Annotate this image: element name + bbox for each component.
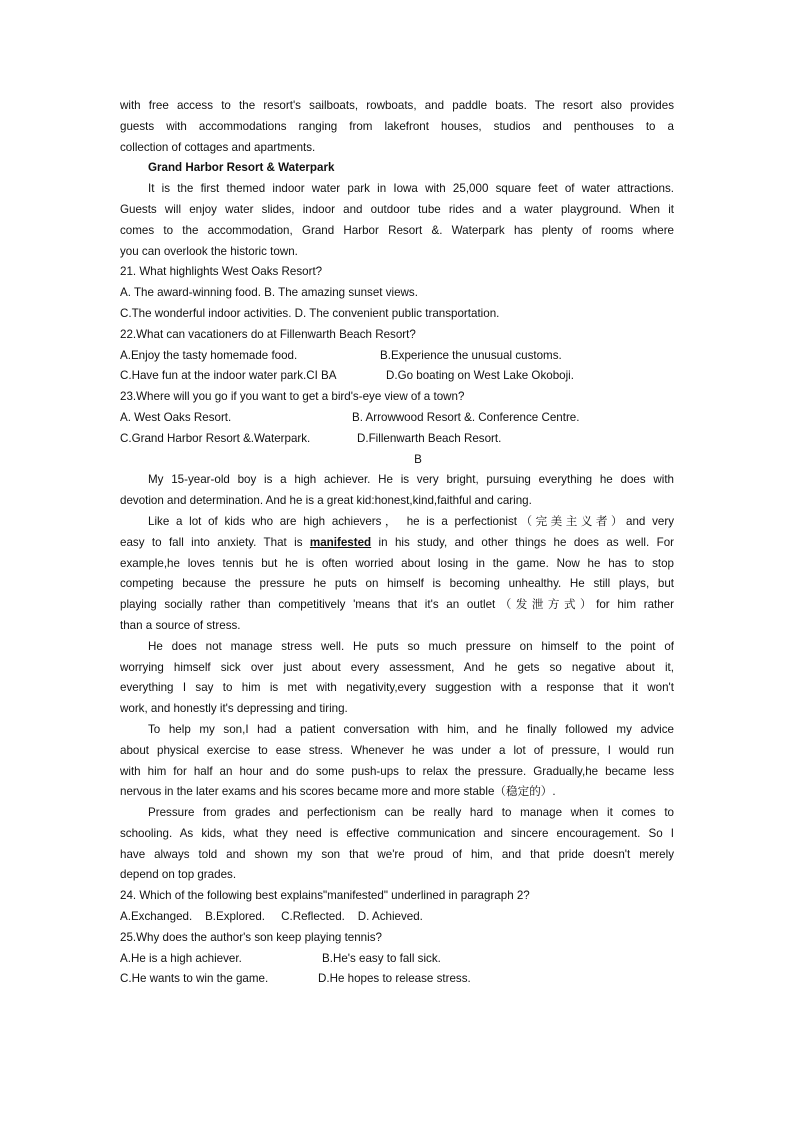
text-line: collection of cottages and apartments. [120,140,316,154]
text-line: you can overlook the historic town. [120,244,298,258]
text-line: playing socially rather than competitively 'means that it's an outlet（发泄方式）for him rather [120,598,674,612]
text-line: My 15-year-old boy is a high achiever. He is very bright, pursuing everything he does with [148,473,674,487]
text-line: than a source of stress. [120,618,241,632]
question-24: 24. Which of the following best explains"manifested" underlined in paragraph 2? [120,889,530,903]
text-line [120,533,674,554]
text-line: worrying himself sick over just about every assessment, And he gets so negative about it, [120,660,674,674]
text-segment: in his study, and other things he does as well. For [371,535,674,549]
text-line: To help my son,I had a patient conversation with him, and he finally followed my advice [148,722,674,736]
option-line [120,346,674,367]
text-line: work, and honestly it's depressing and tiring. [120,702,348,716]
text-line: example,he loves tennis but he is often worried about losing in the game. Now he has to stop [120,556,674,570]
question-21: 21. What highlights West Oaks Resort? [120,265,323,279]
option-line [120,969,674,990]
option-d: D.Go boating on West Lake Okoboji. [386,369,574,383]
option-line: A. The award-winning food. B. The amazing sunset views. [120,286,418,300]
option-d: D.Fillenwarth Beach Resort. [357,431,502,445]
option-b: B.Experience the unusual customs. [380,348,562,362]
document-page [120,96,674,990]
text-line: have always told and shown my son that we're proud of him, and that pride doesn't merely [120,847,674,861]
option-line [120,408,674,429]
option-d: D.He hopes to release stress. [318,972,471,986]
text-line: schooling. As kids, what they need is effective communication and sincere encouragement. So I [120,826,674,840]
option-line [120,429,674,450]
text-line: He does not manage stress well. He puts so much pressure on himself to the point of [148,639,674,653]
option-a: A.He is a high achiever. [120,951,242,965]
question-25: 25.Why does the author's son keep playing tennis? [120,930,382,944]
question-22: 22.What can vacationers do at Fillenwarth Beach Resort? [120,327,416,341]
text-line: competing because the pressure he puts on himself is becoming unhealthy. He still plays, but [120,577,674,591]
text-line: guests with accommodations ranging from lakefront houses, studios and penthouses to a [120,119,674,133]
text-line: Like a lot of kids who are high achievers， he is a perfectionist（完美主义者）and very [148,514,674,528]
option-b: B.He's easy to fall sick. [322,951,441,965]
text-line: everything I say to him is met with negativity,every suggestion with a response that it won't [120,681,674,695]
question-23: 23.Where will you go if you want to get a bird's-eye view of a town? [120,390,465,404]
text-line: depend on top grades. [120,868,237,882]
option-line: A.Exchanged. B.Explored. C.Reflected. D. Achieved. [120,910,423,924]
underlined-word: manifested [309,535,372,549]
option-b: B. Arrowwood Resort &. Conference Centre. [352,410,580,424]
text-line: Pressure from grades and perfectionism can be really hard to manage when it comes to [148,806,674,820]
section-label: B [414,452,422,466]
text-line: with free access to the resort's sailboats, rowboats, and paddle boats. The resort also provides [120,99,674,112]
option-c: C.He wants to win the game. [120,972,269,986]
option-a: A.Enjoy the tasty homemade food. [120,348,298,362]
option-line: C.The wonderful indoor activities. D. The convenient public transportation. [120,306,500,320]
option-line [120,366,674,387]
option-c: C.Have fun at the indoor water park.CI BA [120,369,337,383]
text-line: nervous in the later exams and his scores became more and more stable（稳定的）. [120,785,556,799]
text-segment: easy to fall into anxiety. That is [120,535,310,549]
text-line: It is the first themed indoor water park in Iowa with 25,000 square feet of water attractions. [148,182,674,196]
text-line: Guests will enjoy water slides, indoor and outdoor tube rides and a water playground. When it [120,202,674,216]
section-heading: Grand Harbor Resort & Waterpark [148,161,335,175]
text-line: comes to the accommodation, Grand Harbor Resort &. Waterpark has plenty of rooms where [120,223,674,237]
option-line [120,949,674,970]
text-line: about physical exercise to ease stress. Whenever he was under a lot of pressure, I would run [120,743,674,757]
option-c: C.Grand Harbor Resort &.Waterpark. [120,431,311,445]
option-a: A. West Oaks Resort. [120,410,232,424]
text-line: with him for half an hour and do some push-ups to relax the pressure. Gradually,he became less [120,764,674,778]
text-line: devotion and determination. And he is a great kid:honest,kind,faithful and caring. [120,494,532,508]
